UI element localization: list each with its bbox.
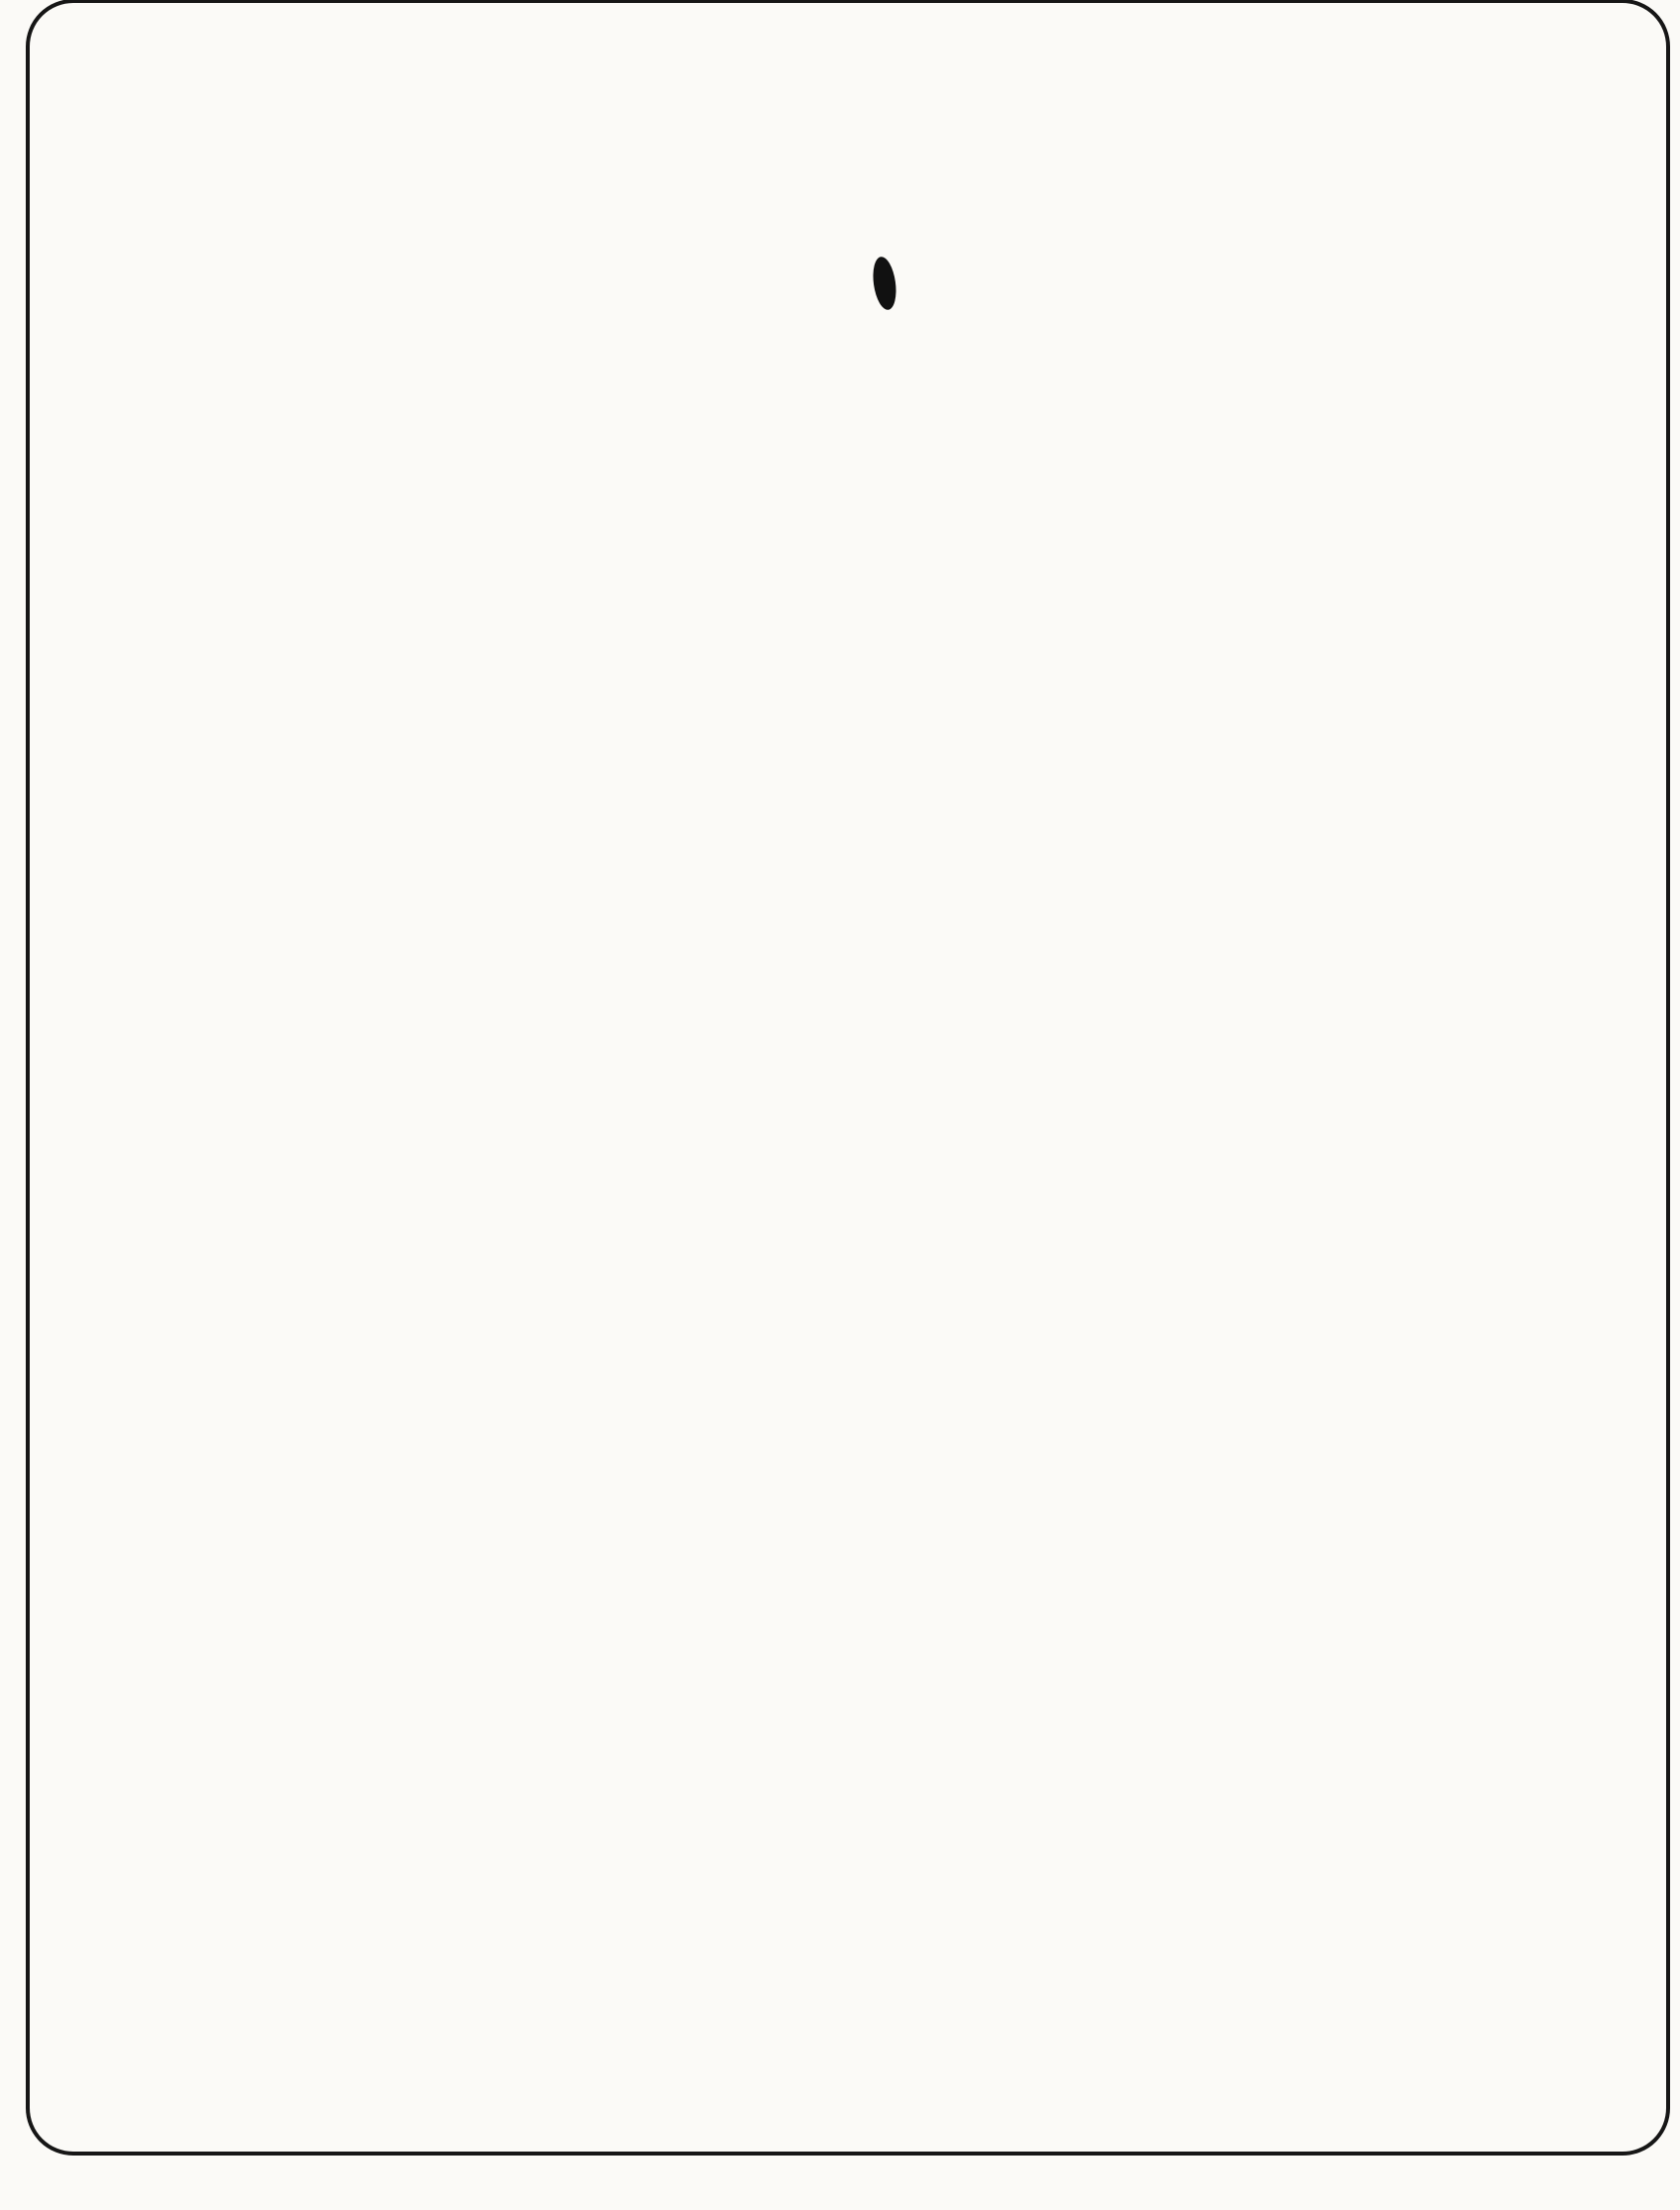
card-edge <box>26 0 1670 2156</box>
